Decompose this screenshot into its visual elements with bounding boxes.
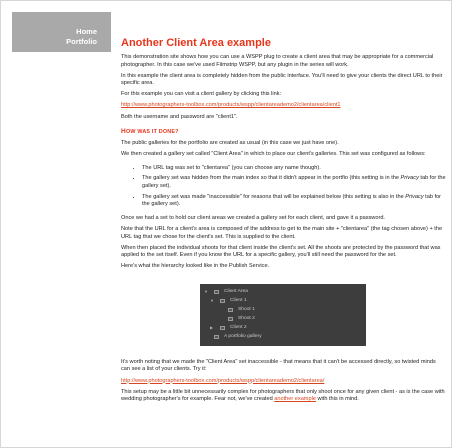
list-item-emphasis: Privacy [405,193,424,200]
tree-label: A portfolio gallery [224,333,262,339]
list-item-emphasis: Privacy [400,175,419,182]
intro-paragraph: This demonstration site shows how you can use a WSPP plug to create a client area that may be appropriate for a commercial photographer. In this case we've used Filmstrip WSPP, but any plugin in the series will work. [121,54,434,68]
collection-icon [214,335,219,339]
list-item-text: The gallery set was hidden from the main index so that it didn't appear in the portfio (this setting is in the [142,175,401,182]
tree-label: Shoot 1 [238,306,255,312]
expand-triangle-icon: ▼ [204,288,208,294]
paragraph-text: This setup may be a little bit unnecessarily complex for photographers that only shoot once for any given client - as is the case with wedding photographer's for example. Fear not, we've created [121,388,445,403]
tree-row-shoot-1 [200,307,366,315]
paragraph: Both the username and password are "client1". [121,113,238,120]
another-example-link[interactable]: another example [274,396,316,403]
tree-row-client-area [200,289,366,297]
paragraph: For this example you can visit a client gallery by clicking this link: [121,91,282,98]
closing-paragraph [121,389,446,404]
collection-icon [228,308,233,312]
section-heading-first: H [121,128,126,136]
nav-home-link[interactable]: Home [76,27,97,36]
page-title: Another Client Area example [121,37,271,49]
section-heading [121,128,446,136]
nav-box [12,12,111,52]
tree-label: Client 1 [230,297,247,303]
collection-icon [228,317,233,321]
paragraph: Here's what the hierarchy looked like in the Publish Service. [121,263,270,270]
article [121,37,446,407]
list-item [142,175,446,190]
section-heading-rest: OW WAS IT DONE? [125,129,179,136]
paragraph: In this example the client area is completely hidden from the public interface. You'll need to give your clients the direct URL to their specific area. [121,72,443,87]
tree-row-portfolio-gallery [200,334,366,342]
collapsed-triangle-icon: ▶ [210,324,214,330]
config-list [121,165,446,209]
paragraph: When then placed the individual shoots for that client inside the client's set. All the shoots are protected by the password that was applied to the set itself. Even if you know the URL for a specific gallery, you'll still need the password for the set. [121,244,441,259]
tree-label: Shoot 2 [238,315,255,321]
collection-set-icon [220,326,225,330]
list-item-text: The gallery set was made "inaccessible" for reasons that will be explained below (this setting is also in the [142,193,406,200]
list-item-text: tab for the gallery set). [142,175,446,190]
paragraph-text: with this in mind. [315,396,359,403]
list-item: • The URL tag was set to "clientarea" (you can choose any name though). [142,165,446,173]
paragraph: We then created a gallery set called "Client Area" in which to place our client's galleries. This set was configured as follows: [121,151,426,158]
list-item [142,194,446,209]
tree-row-client-2 [200,325,366,333]
list-item-text: tab for the gallery set). [142,193,442,208]
publish-service-hierarchy-screenshot [200,284,366,346]
paragraph: It's worth noting that we made the "Client Area" set inaccessible - that means that it can't be accessed directly, so twisted minds can see a list of your clients. Try it: [121,358,436,373]
paragraph: Once we had a set to hold our client areas we created a gallery set for each client, and gave it a password. [121,214,385,221]
tree-label: Client 2 [230,324,247,330]
tree-label: Client Area [224,288,248,294]
client1-link[interactable]: http://www.photographers-toolbox.com/products/wspp/clientareademo2/clientarea/client1 [121,102,341,109]
expand-triangle-icon: ▼ [210,297,214,303]
client-area-link[interactable]: http://www.photographers-toolbox.com/products/wspp/clientareademo2/clientarea/ [121,377,325,384]
tree-row-client-1 [200,298,366,306]
paragraph: The public galleries for the portfolio are created as usual (in this case we just have one). [121,140,339,147]
collection-set-icon [220,299,225,303]
tree-row-shoot-2 [200,316,366,324]
paragraph: Note that the URL for a client's area is composed of the address to get to the main site + "clientarea" (the tag chosen above) + the URL tag that we chose for the client's set. This is supplied to the client. [121,225,443,240]
nav-portfolio-link[interactable]: Portfolio [66,37,97,46]
collection-set-icon [214,290,219,294]
